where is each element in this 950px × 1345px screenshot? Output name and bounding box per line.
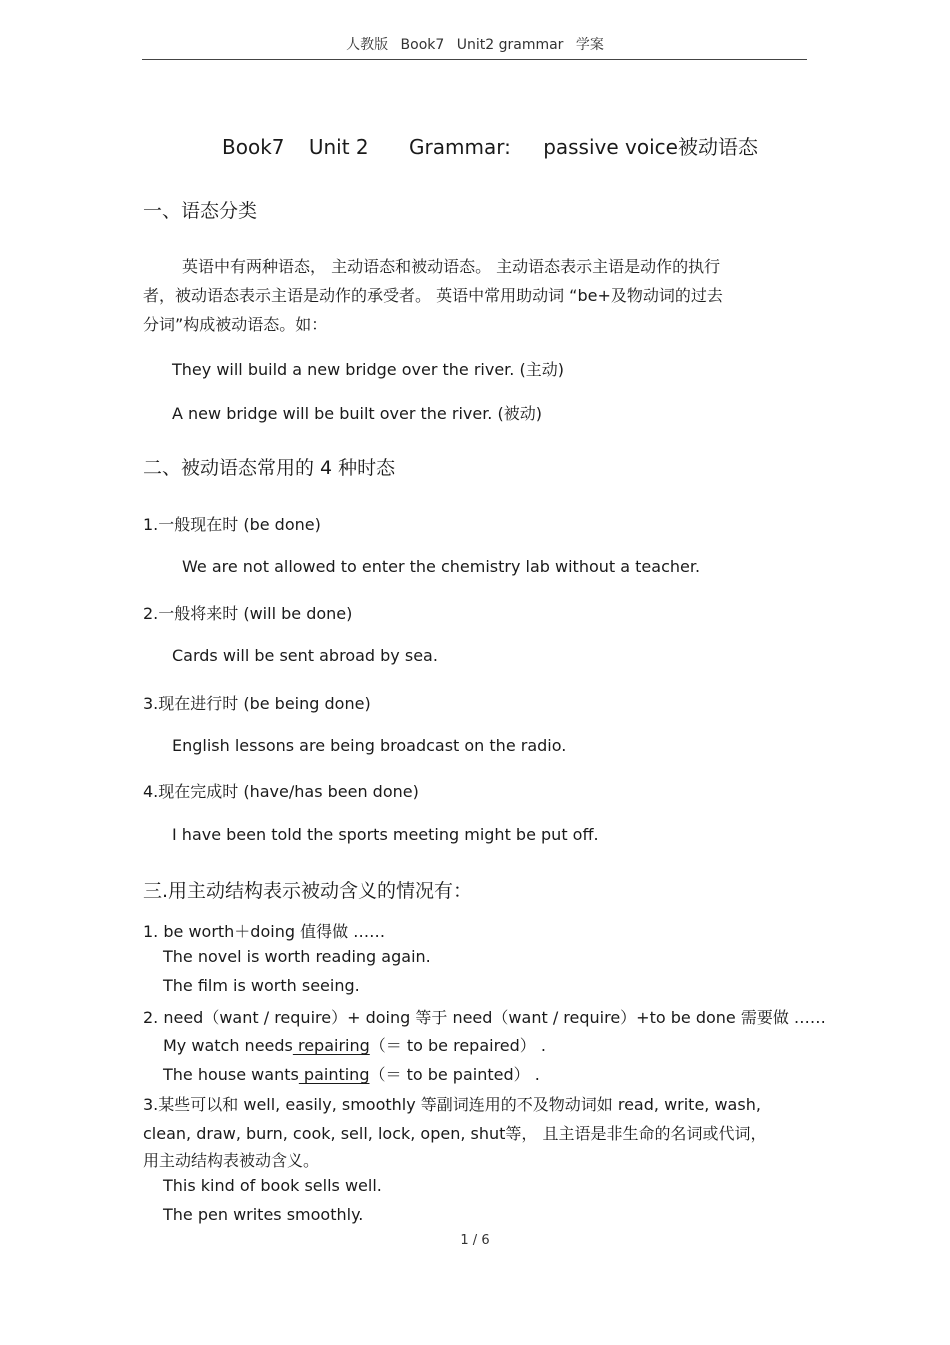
example-passive: A new bridge will be built over the river. (被动) (172, 404, 542, 423)
tense-label-2: 2.一般将来时 (will be done) (143, 604, 353, 623)
tense-label-4: 4.现在完成时 (have/has been done) (143, 782, 419, 801)
page-number: 1 / 6 (460, 1233, 490, 1248)
tense-example-2: Cards will be sent abroad by sea. (172, 646, 438, 665)
rule2-example-1-underlined: repairing (292, 1036, 370, 1055)
section2-heading: 二、被动语态常用的 4 种时态 (143, 457, 396, 479)
section1-para-line2: 者，被动语态表示主语是动作的承受者。 英语中常用助动词 “be+及物动词的过去 (143, 286, 723, 305)
rule2-example-1-pre: My watch needs (163, 1036, 293, 1055)
section1-para-line1: 英语中有两种语态， 主动语态和被动语态。 主动语态表示主语是动作的执行 (182, 257, 721, 276)
title-topic: passive voice被动语态 (543, 135, 758, 159)
rule3-example-2: The pen writes smoothly. (163, 1205, 364, 1224)
rule3-example-1: This kind of book sells well. (163, 1176, 382, 1195)
rule2-example-2-post: （＝ to be painted） . (369, 1065, 540, 1084)
title-unit: Unit 2 (308, 135, 369, 159)
rule2-example-2-underlined: painting (298, 1065, 370, 1084)
rule1-label: 1. be worth＋doing 值得做 …… (143, 922, 386, 941)
tense-example-1: We are not allowed to enter the chemistry lab without a teacher. (182, 557, 701, 576)
header-publisher: 人教版 (346, 37, 389, 53)
rule2-example-2 (163, 1062, 540, 1085)
rule3-line1: 3.某些可以和 well, easily, smoothly 等副词连用的不及物动词如 read, write, wash, (143, 1095, 761, 1114)
rule2-example-2-pre: The house wants (163, 1065, 299, 1084)
section1-heading: 一、语态分类 (143, 200, 258, 222)
section3-heading: 三.用主动结构表示被动含义的情况有： (143, 880, 473, 902)
header-unit: Unit2 grammar (456, 37, 564, 53)
header-rule (142, 59, 807, 60)
rule2-example-1-post: （＝ to be repaired） . (369, 1036, 546, 1055)
example-active: They will build a new bridge over the river. (主动) (172, 360, 564, 379)
tense-label-3: 3.现在进行时 (be being done) (143, 694, 371, 713)
rule1-example-1: The novel is worth reading again. (163, 947, 431, 966)
tense-label-1: 1.一般现在时 (be done) (143, 515, 321, 534)
page-title (222, 131, 776, 160)
tense-example-4: I have been told the sports meeting might be put off. (172, 825, 599, 844)
title-grammar: Grammar: (409, 135, 511, 159)
running-header (0, 34, 950, 54)
rule3-line3: 用主动结构表被动含义。 (143, 1151, 320, 1170)
rule2-label: 2. need（want / require）+ doing 等于 need（want / require）+to be done 需要做 …… (143, 1008, 826, 1027)
rule2-example-1 (163, 1033, 546, 1056)
rule1-example-2: The film is worth seeing. (163, 976, 360, 995)
section1-para-line3: 分词”构成被动语态。如： (143, 315, 328, 334)
header-type: 学案 (575, 37, 604, 53)
title-book: Book7 (222, 135, 285, 159)
header-book: Book7 (400, 37, 445, 53)
rule3-line2: clean, draw, burn, cook, sell, lock, open, shut等， 且主语是非生命的名词或代词， (143, 1124, 767, 1143)
tense-example-3: English lessons are being broadcast on the radio. (172, 736, 567, 755)
